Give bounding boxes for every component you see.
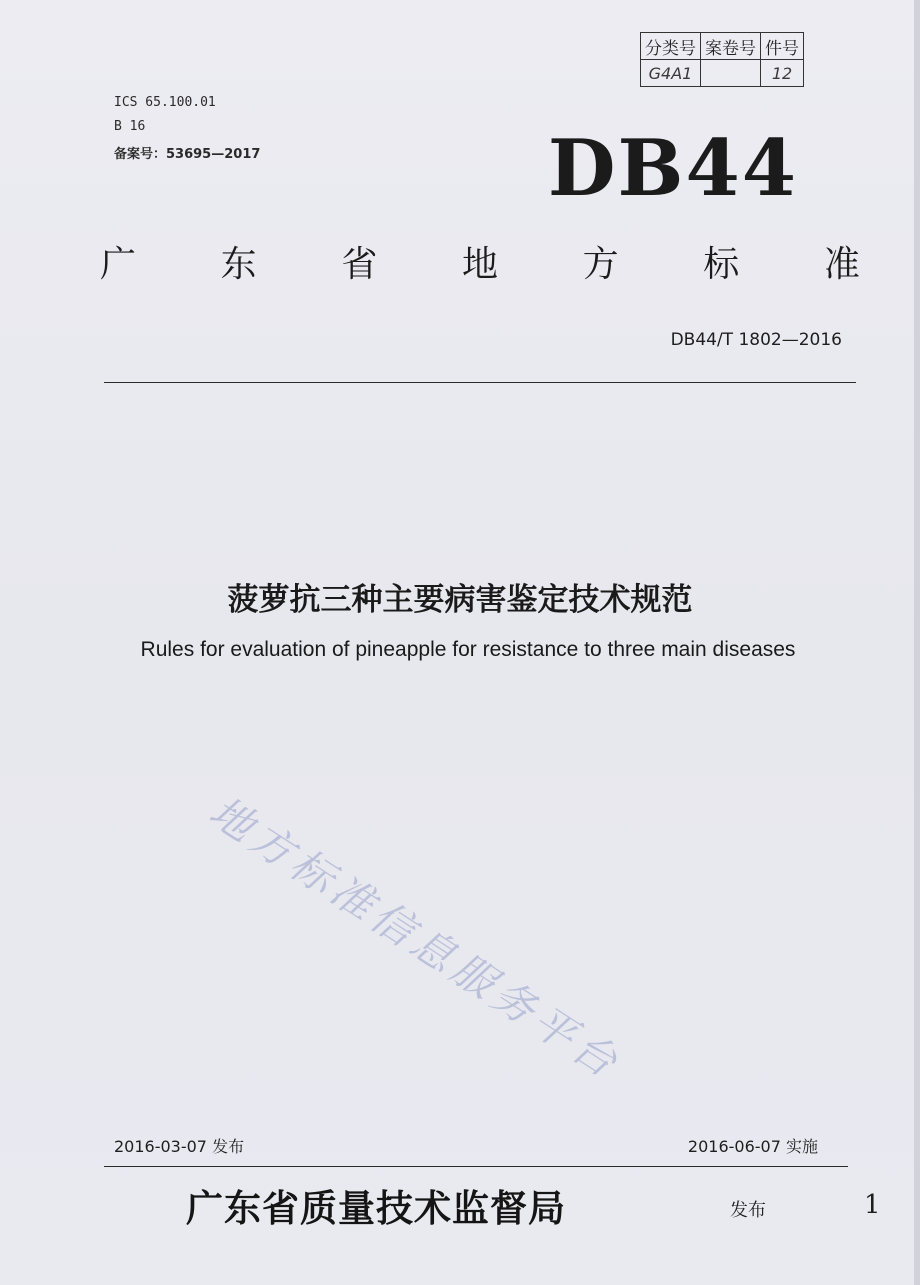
stamp-header-item: 件号 (761, 33, 804, 60)
stamp-header-category: 分类号 (641, 33, 701, 60)
archive-stamp (640, 32, 804, 87)
stamp-value-item: 12 (761, 60, 804, 87)
page-number: 1 (864, 1190, 881, 1220)
standard-type-char: 地 (461, 244, 498, 285)
top-divider (104, 382, 856, 383)
document-title-english: Rules for evaluation of pineapple for resistance to three main diseases (140, 638, 796, 661)
ics-code: ICS 65.100.01 (114, 95, 216, 110)
implementation-date: 2016-06-07 实施 (687, 1137, 818, 1156)
classification-code: B 16 (114, 119, 146, 134)
publisher-name: 广东省质量技术监督局 (186, 1186, 566, 1230)
standard-type-char: 东 (220, 244, 257, 285)
standard-type-char: 标 (703, 244, 740, 285)
standard-type-char: 省 (341, 244, 378, 285)
issue-date: 2016-03-07 发布 (114, 1137, 245, 1156)
archive-stamp-value-row (641, 60, 804, 87)
stamp-value-category: G4A1 (641, 60, 701, 87)
bottom-divider (104, 1166, 848, 1167)
archive-stamp-header-row (641, 33, 804, 60)
standard-type-char: 广 (100, 244, 137, 285)
standard-type-char: 方 (582, 244, 619, 285)
stamp-value-file (701, 60, 761, 87)
stamp-header-file: 案卷号 (701, 33, 761, 60)
watermark: 地方标准信息服务平台 (200, 786, 631, 1090)
db-mark: DB44 (547, 123, 798, 214)
standard-number: DB44/T 1802—2016 (670, 330, 842, 350)
record-number: 备案号：53695—2017 (114, 147, 261, 162)
document-title-chinese: 菠萝抗三种主要病害鉴定技术规范 (227, 582, 693, 618)
standard-type-char: 准 (823, 244, 860, 285)
standard-type-heading (100, 236, 860, 287)
publish-label: 发布 (730, 1200, 766, 1221)
